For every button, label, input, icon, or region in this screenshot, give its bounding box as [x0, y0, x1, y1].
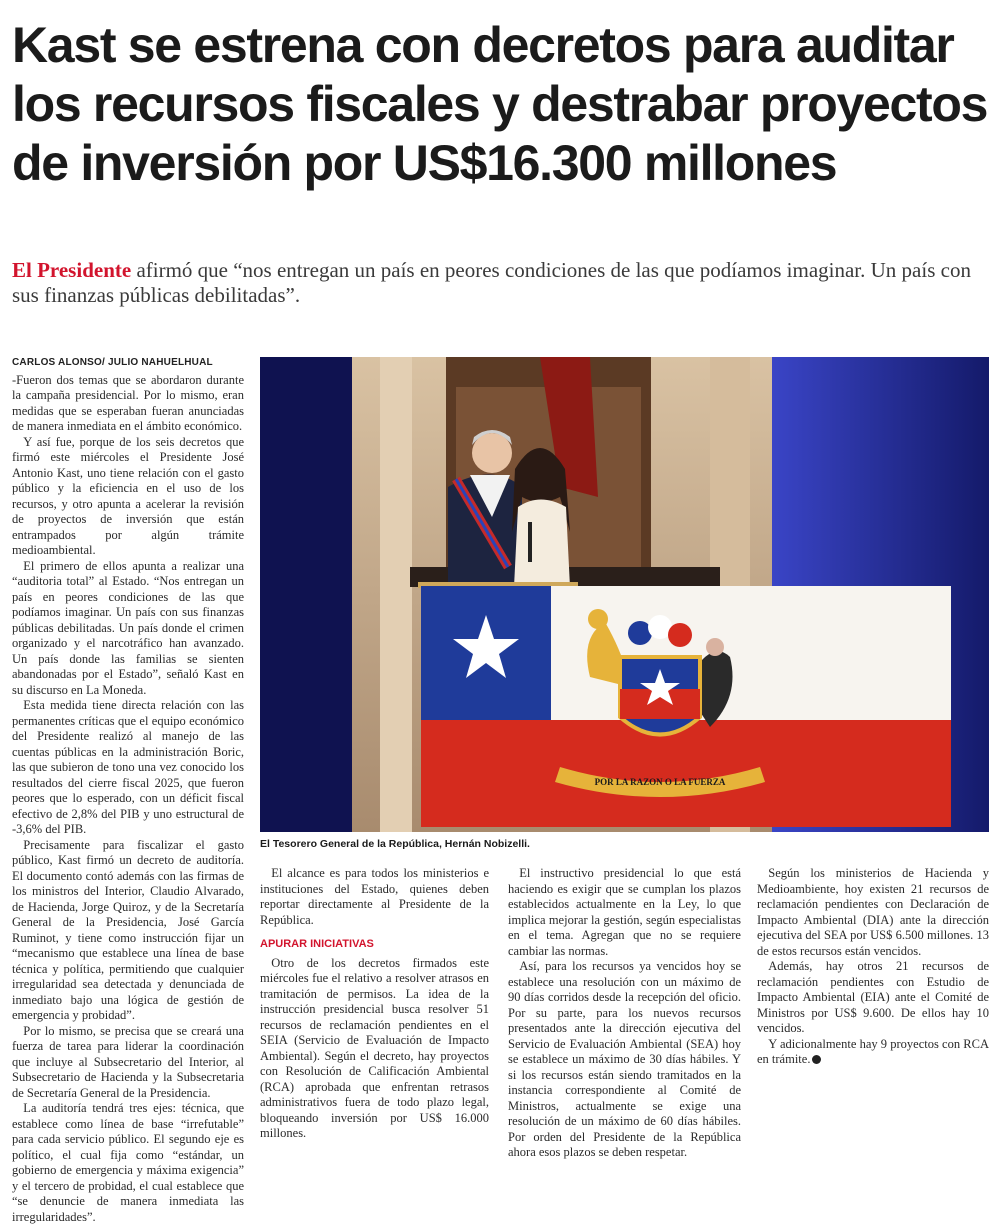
balcony-flag-photo [260, 357, 989, 832]
paragraph: -Fueron dos temas que se abordaron durante la campaña presidencial. Por lo mismo, eran medidas que se esperaban fueran anunciadas de manera inmediata en el ámbito económico. [12, 372, 244, 433]
paragraph: La auditoría tendrá tres ejes: técnica, que establece como línea de base “irrefutable” para cada servicio público. El segundo eje es político, el cual fija como “estándar, un gobierno de emergencia y máxima exigencia” y el tercero de probidad, el cual establece que “se denuncie de manera inmediata las irregularidades”. [12, 1101, 244, 1224]
byline: CARLOS ALONSO/ JULIO NAHUELHUAL [12, 357, 213, 368]
paragraph: Además, hay otros 21 recursos de reclamación pendientes con Estudio de Impacto Ambiental (EIA) ante el Comité de Ministros por US$ 9.600. De ellos hay 10 vencidos. [757, 959, 989, 1035]
photo-motto: POR LA RAZON O LA FUERZA [594, 777, 726, 787]
paragraph: Precisamente para fiscalizar el gasto público, Kast firmó un decreto de auditoría. El documento contó además con las firmas de los ministros del Interior, Claudio Alvarado, de Hacienda, Jorge Quiroz, y de la Secretaría General de la Presidencia, José García Ruminot, y tiene como instrucción fijar un “mecanismo que establece una línea de base técnica y política, permitiendo que cualquier irregularidad sea detectada y denunciada de inmediato bajo una lógica de gestión de emergencia y probidad”. [12, 837, 244, 1022]
subhead: APURAR INICIATIVAS [260, 938, 374, 950]
paragraph-text: Y adicionalmente hay 9 proyectos con RCA en trámite. [757, 1036, 989, 1066]
headline: Kast se estrena con decretos para auditar los recursos fiscales y destrabar proyectos de inversión por US$16.300 millones [12, 17, 988, 191]
paragraph: Así, para los recursos ya vencidos hoy se establece una resolución con un máximo de 90 días corridos desde la recepción del oficio. Por su parte, para los nuevos recursos presentados ante la dirección ejecutiva del Servicio de Evaluación Ambiental (SEA) hoy se establece un máximo de 30 días hábiles. Y si los recursos están siendo tramitados en la instancia correspondiente al Comité de Ministros, actualmente se exige una resolución de un máximo de 60 días hábiles. Por orden del Presidente de la República ahora esos plazos se deben respetar. [508, 959, 741, 1159]
photo-caption: El Tesorero General de la República, Hernán Nobizelli. [260, 838, 530, 850]
paragraph: Otro de los decretos firmados este miércoles fue el relativo a resolver atrasos en tramitación de permisos. La idea de la instrucción presidencial busca resolver 51 recursos de reclamación pendientes en el SEIA (Servicio de Evaluación de Impacto Ambiental). Según el decreto, hay proyectos con Resolución de Calificación Ambiental (RCA) aprobada que enfrentan retrasos administrativos fuera de todo plazo legal, bloqueando inversión por US$ 16.000 millones. [260, 955, 489, 1140]
paragraph [757, 1037, 989, 1068]
article-column-3 [508, 866, 741, 1161]
paragraph: Y así fue, porque de los seis decretos que firmó este miércoles el Presidente José Antonio Kast, uno tiene relación con el gasto público y la eficiencia en el uso de los recursos, y otro apunta a acelerar la revisión de proyectos de inversión que están entrampados por algún trámite medioambiental. [12, 434, 244, 557]
paragraph: El primero de ellos apunta a realizar una “auditoria total” al Estado. “Nos entregan un país en peores condiciones de las que podíamos imaginar. Un país con sus finanzas públicas debilitadas. Un país donde el crimen organizado y el narcotráfico han avanzado. Un país donde las familias se sienten abandonadas por el Estado”, señaló Kast en su discurso en La Moneda. [12, 558, 244, 697]
article-column-4 [757, 866, 989, 1068]
end-mark-icon [812, 1055, 821, 1064]
article-column-1 [12, 355, 244, 1225]
paragraph: Esta medida tiene directa relación con las permanentes críticas que el equipo económico del Presidente realizó al manejo de las cuentas públicas en la administración Boric, las que subieron de tono una vez conocido los resultados del cierre fiscal 2025, que fueron peores que lo esperado, con un déficit fiscal efectivo de 2,8% del PIB y uno estructural de -3,6% del PIB. [12, 698, 244, 836]
paragraph: El alcance es para todos los ministerios e instituciones del Estado, quienes deben reportar directamente al Presidente de la República. [260, 866, 489, 927]
deck [12, 258, 972, 308]
paragraph: Por lo mismo, se precisa que se creará una fuerza de tarea para liderar la coordinación que incluye al Subsecretario del Interior, al Subsecretario de Hacienda y la Subsecretaria de Secretaría General de la Presidencia. [12, 1023, 244, 1100]
deck-kicker: El Presidente [12, 258, 132, 282]
deck-text: afirmó que “nos entregan un país en peores condiciones de las que podíamos imaginar. Un país con sus finanzas públicas debilitadas”. [12, 258, 971, 307]
paragraph: El instructivo presidencial lo que está haciendo es exigir que se cumplan los plazos establecidos actualmente en la Ley, lo que implica mejorar la gestión, según especialistas en el tema. Agregan que no se requiere cambiar las normas. [508, 866, 741, 958]
article-column-2 [260, 866, 489, 1142]
article-photo [260, 357, 989, 832]
paragraph: Según los ministerios de Hacienda y Medioambiente, hoy existen 21 recursos de reclamación pendientes con Declaración de Impacto Ambiental (DIA) ante la dirección ejecutiva del SEA por US$ 6.500 millones. 13 de estos recursos están vencidos. [757, 866, 989, 958]
